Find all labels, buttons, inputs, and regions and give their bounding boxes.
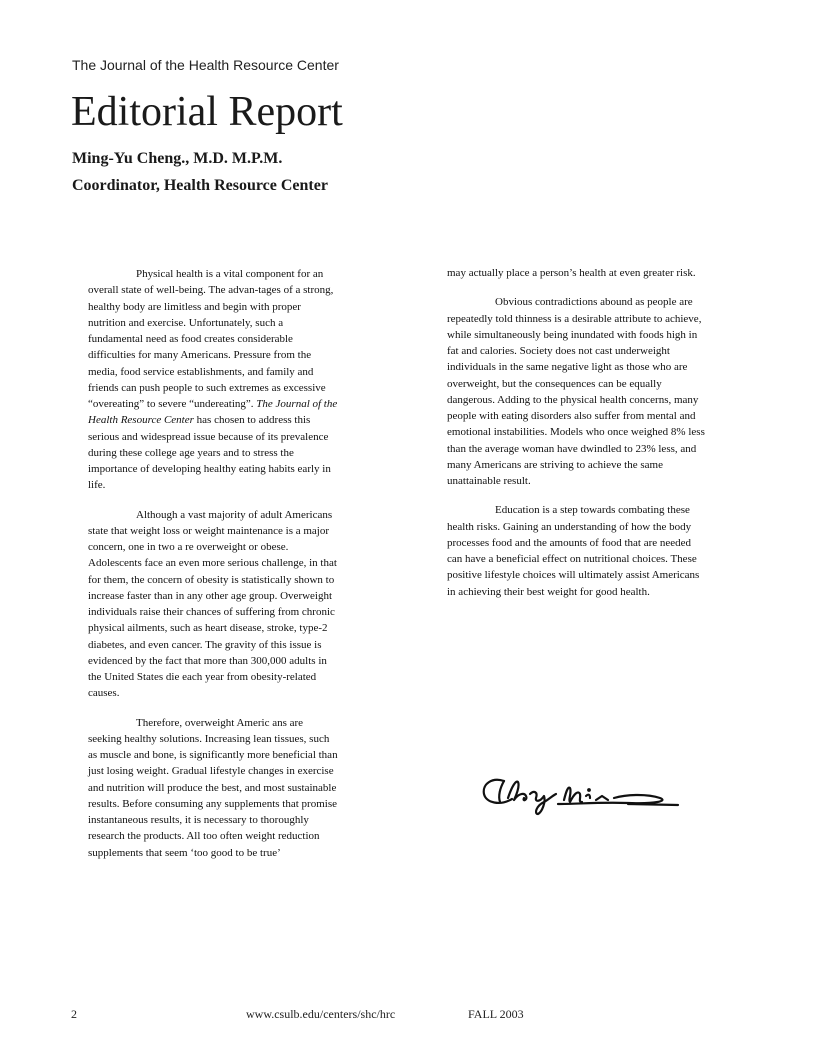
footer-url: www.csulb.edu/centers/shc/hrc <box>246 1007 396 1021</box>
paragraph: may actually place a person’s health at even greater risk. <box>447 267 696 279</box>
paragraph-text: Physical health is a vital component for an overall state of well-being. The advan-tages of a strong, healthy body are limitless and begin with proper nutrition and exercise. Unfortunately, such a fundamental need as food creates considerable difficulties for many Americans. Pressure from the media, food service establishments, and family and friends can push people to such extremes as excessive “overeating” to severe “undereating”. <box>88 268 334 410</box>
article-column-right <box>447 265 705 613</box>
issue-label: FALL 2003 <box>468 1007 524 1021</box>
paragraph-text: has chosen to address this serious and widespread issue because of its prevalence during these college age years and to stress the importance of developing healthy eating habits early in life. <box>88 414 331 492</box>
paragraph: Therefore, overweight Americ ans are seeking healthy solutions. Increasing lean tissues, such as muscle and bone, is significantly more beneficial than just losing weight. Gradual lifestyle changes in exercise and nutrition will produce the best, and most sustainable results. Before consuming any supplements that promise instantaneous results, it is necessary to thoroughly research the products. All too often weight reduction supplements that seem ‘too good to be true’ <box>88 716 338 859</box>
journal-name: The Journal of the Health Resource Center <box>72 57 339 73</box>
paragraph: Education is a step towards combating these health risks. Gaining an understanding of how the body processes food and the amounts of food that are needed can have a beneficial effect on nutritional choices. These positive lifestyle choices will ultimately assist Americans in achieving their best weight for good health. <box>447 504 700 598</box>
paragraph: Although a vast majority of adult Americans state that weight loss or weight maintenance is a major concern, one in two a re overweight or obese. Adolescents face an even more serious challenge, in that for them, the concern of obesity is statistically shown to increase faster than in any other age group. Overweight individuals raise their chances of suffering from chronic physical ailments, such as heart disease, stroke, type-2 diabetes, and even cancer. The gravity of this issue is evidenced by the fact that more than 300,000 adults in the United States die each year from obesity-related causes. <box>88 508 337 700</box>
journal-title-italic: The Journal of the Health Resource Center <box>88 398 338 427</box>
article-column-left <box>88 266 338 874</box>
author-role: Coordinator, Health Resource Center <box>72 177 328 194</box>
page-title: Editorial Report <box>71 89 343 135</box>
author-name: Ming-Yu Cheng., M.D. M.P.M. <box>72 150 283 167</box>
page-number: 2 <box>71 1007 77 1021</box>
paragraph: Obvious contradictions abound as people are repeatedly told thinness is a desirable attribute to achieve, while simultaneously being inundated with foods high in fat and calories. Society does not cast underweight individuals in the same negative light as those who are overweight, but the consequences can be equally dangerous. Adding to the physical health concerns, many people with eating disorders also suffer from mental and emotional instabilities. Models who once weighed 8% less than the average woman have dwindled to 23% less, and many Americans are striving to achieve the same unattainable result. <box>447 296 705 487</box>
paragraph <box>88 266 338 494</box>
signature-icon <box>478 772 688 816</box>
